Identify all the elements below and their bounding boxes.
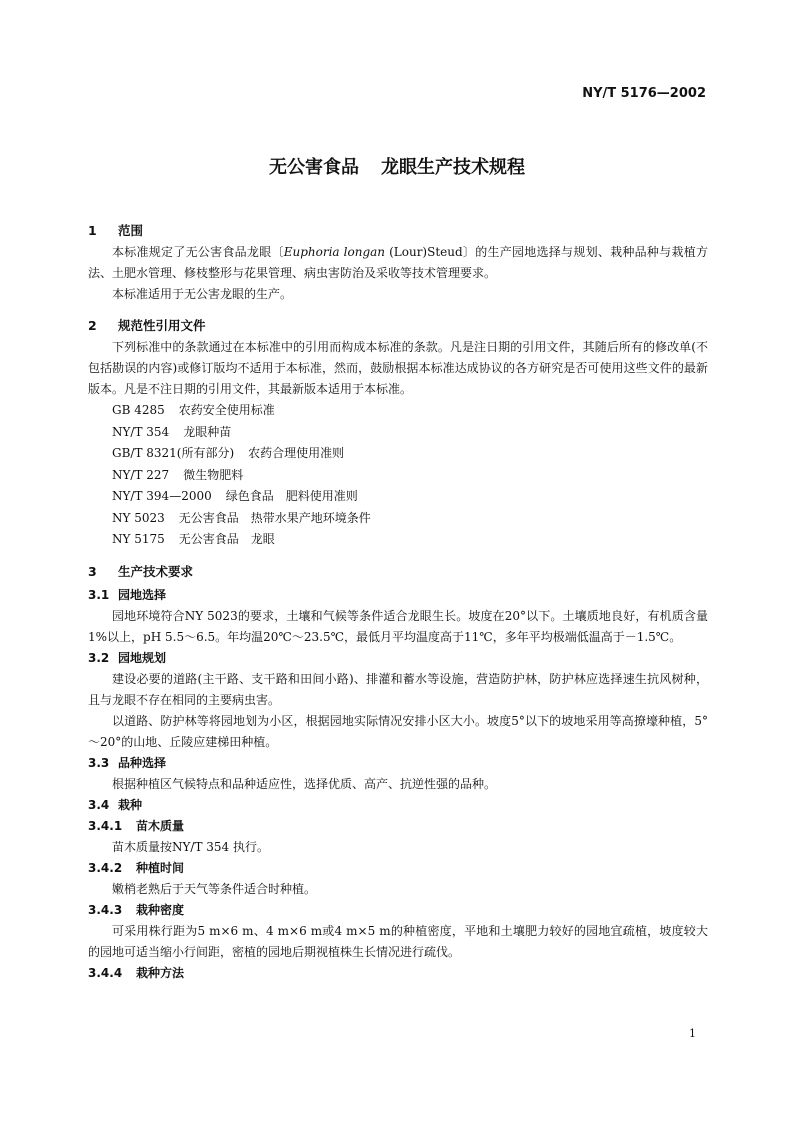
reference-code: NY/T 354 (112, 424, 170, 439)
section-number: 3.3 (88, 755, 110, 770)
section-3-2-paragraph-2: 以道路、防护林等将园地划为小区，根据园地实际情况安排小区大小。坡度5°以下的坡地采用等高撩壕种植，5°～20°的山地、丘陵应建梯田种植。 (88, 713, 708, 749)
section-title: 苗木质量 (136, 818, 185, 833)
section-1-paragraph-2: 本标准适用于无公害龙眼的生产。 (112, 287, 293, 301)
reference-item (88, 486, 708, 508)
document-title (0, 153, 794, 179)
section-1-paragraph-1 (88, 242, 708, 284)
page-number: 1 (689, 1027, 696, 1040)
section-3-4-1-paragraph: 苗木质量按NY/T 354 执行。 (112, 839, 270, 854)
reference-item (88, 422, 708, 444)
section-3-4-heading (88, 795, 708, 816)
section-3-4-4-heading (88, 963, 708, 984)
reference-code: NY/T 227 (112, 467, 170, 482)
section-title: 栽种密度 (136, 902, 185, 917)
section-number: 2 (88, 318, 97, 333)
section-number: 3.1 (88, 587, 110, 602)
reference-name: 农药合理使用准则 (248, 446, 345, 460)
section-number: 3.4 (88, 797, 110, 812)
section-3-4-2-paragraph: 嫩梢老熟后于天气等条件适合时种植。 (112, 881, 317, 896)
section-title: 栽种 (118, 797, 143, 812)
standard-code: NY/T 5176—2002 (582, 86, 706, 101)
text-run: (Lour)Steud〕的生产园地选择与规划、栽种品种与栽植方法、土肥水管理、修枝整形与花果管理、病虫害防治及采收等技术管理要求。 (88, 245, 708, 280)
text-run: 本标准规定了无公害食品龙眼〔 (112, 245, 284, 259)
section-number: 3 (88, 563, 97, 579)
section-3-4-3-heading (88, 900, 708, 921)
section-title: 范围 (118, 223, 144, 238)
section-title: 种植时间 (136, 860, 185, 875)
section-title: 园地规划 (118, 650, 167, 665)
section-number: 1 (88, 223, 97, 238)
section-title: 园地选择 (118, 587, 167, 602)
section-number: 3.4.2 (88, 860, 123, 875)
section-3-3-heading (88, 753, 708, 774)
reference-item (88, 443, 708, 465)
reference-name: 无公害食品 热带水果产地环境条件 (178, 510, 371, 525)
reference-item (88, 465, 708, 487)
title-part-2: 龙眼生产技术规程 (381, 157, 525, 178)
section-3-3-paragraph: 根据种植区气候特点和品种适应性，选择优质、高产、抗逆性强的品种。 (112, 776, 497, 791)
section-title: 品种选择 (118, 755, 167, 770)
reference-code: NY 5023 (112, 510, 165, 525)
reference-name: 绿色食品 肥料使用准则 (225, 489, 358, 503)
document-body (88, 218, 708, 984)
section-1-heading (88, 220, 708, 242)
section-2-paragraph-1: 下列标准中的条款通过在本标准中的引用而构成本标准的条款。凡是注日期的引用文件，其随后所有的修改单(不包括勘误的内容)或修订版均不适用于本标准，然而，鼓励根据本标准达成协议的各方研究是否可使用这些文件的最新版本。凡是不注日期的引用文件，其最新版本适用于本标准。 (88, 340, 708, 396)
section-3-2-paragraph-1: 建设必要的道路(主干路、支干路和田间小路)、排灌和蓄水等设施，营造防护林，防护林应选择速生抗风树种，且与龙眼不存在相同的主要病虫害。 (88, 671, 708, 707)
section-number: 3.4.3 (88, 902, 123, 917)
spacer (88, 305, 708, 313)
section-2-heading (88, 315, 708, 337)
section-title: 生产技术要求 (118, 563, 194, 579)
section-title: 栽种方法 (136, 965, 185, 980)
reference-item (88, 508, 708, 530)
section-3-4-1-heading (88, 816, 708, 837)
section-number: 3.4.1 (88, 818, 123, 833)
latin-name: Euphoria longan (283, 245, 386, 259)
reference-code: GB 4285 (112, 403, 165, 417)
reference-code: GB/T 8321(所有部分) (112, 446, 235, 460)
title-part-1: 无公害食品 (269, 157, 359, 178)
section-3-heading (88, 561, 708, 583)
reference-item (88, 400, 708, 422)
section-3-1-paragraph: 园地环境符合NY 5023的要求，土壤和气候等条件适合龙眼生长。坡度在20°以下。土壤质地良好，有机质含量1%以上，pH 5.5～6.5。年均温20℃～23.5℃，最低月平均温度高于11℃，多年平均极端低温高于－1.5℃。 (88, 608, 708, 644)
spacer (88, 551, 708, 559)
section-title: 规范性引用文件 (118, 318, 206, 333)
section-3-4-3-paragraph: 可采用株行距为5 m×6 m、4 m×6 m或4 m×5 m的种植密度，平地和土壤肥力较好的园地宜疏植，坡度较大的园地可适当缩小行间距，密植的园地后期视植株生长情况进行疏伐。 (88, 923, 708, 959)
reference-item (88, 529, 708, 551)
section-number: 3.4.4 (88, 965, 123, 980)
section-3-1-heading (88, 585, 708, 606)
reference-code: NY/T 394—2000 (112, 489, 212, 503)
section-3-4-2-heading (88, 858, 708, 879)
section-3-2-heading (88, 648, 708, 669)
reference-name: 微生物肥料 (183, 467, 244, 482)
reference-name: 龙眼种苗 (183, 424, 232, 439)
reference-name: 无公害食品 龙眼 (178, 532, 275, 546)
reference-code: NY 5175 (112, 532, 165, 546)
reference-name: 农药安全使用标准 (178, 403, 275, 417)
section-number: 3.2 (88, 650, 110, 665)
